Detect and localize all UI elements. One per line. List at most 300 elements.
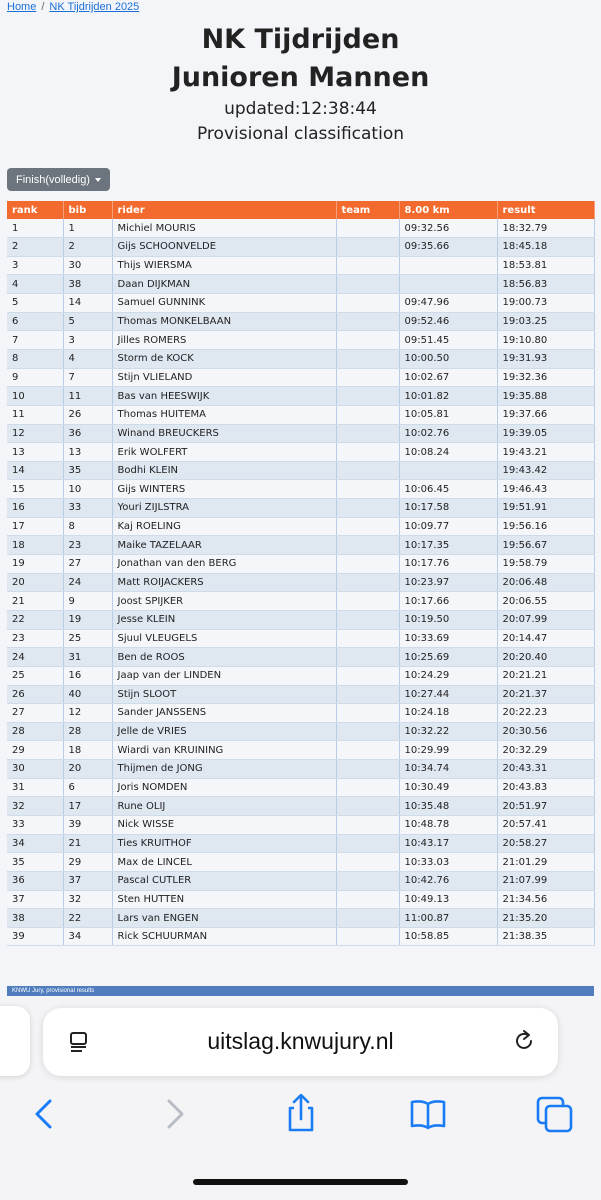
cell-rider: Gijs SCHOONVELDE [112,238,336,257]
cell-split: 10:24.18 [399,704,497,723]
table-row[interactable] [7,219,594,238]
cell-rider: Joris NOMDEN [112,778,336,797]
cell-rider: Jaap van der LINDEN [112,666,336,685]
cell-rider: Erik WOLFERT [112,443,336,462]
cell-result: 20:43.31 [497,760,594,779]
cell-split: 10:27.44 [399,685,497,704]
cell-bib: 5 [63,312,112,331]
cell-split: 09:47.96 [399,294,497,313]
cell-bib: 7 [63,368,112,387]
cell-result: 18:56.83 [497,275,594,294]
cell-rider: Rune OLIJ [112,797,336,816]
cell-rank: 30 [7,760,63,779]
cell-bib: 21 [63,834,112,853]
cell-team [336,685,399,704]
cell-result: 21:35.20 [497,909,594,928]
cell-result: 21:34.56 [497,890,594,909]
cell-rider: Jesse KLEIN [112,610,336,629]
breadcrumb-separator: / [41,1,45,13]
cell-rank: 27 [7,704,63,723]
table-row[interactable] [7,722,594,741]
cell-bib: 24 [63,573,112,592]
cell-split: 10:48.78 [399,816,497,835]
cell-rank: 9 [7,368,63,387]
cell-split [399,275,497,294]
cell-bib: 22 [63,909,112,928]
cell-rider: Sander JANSSENS [112,704,336,723]
cell-team [336,555,399,574]
cell-team [336,517,399,536]
cell-rank: 22 [7,610,63,629]
cell-rider: Matt ROIJACKERS [112,573,336,592]
cell-split: 10:02.67 [399,368,497,387]
cell-bib: 3 [63,331,112,350]
cell-bib: 18 [63,741,112,760]
cell-rider: Kaj ROELING [112,517,336,536]
cell-rider: Ben de ROOS [112,648,336,667]
cell-bib: 25 [63,629,112,648]
cell-rank: 25 [7,666,63,685]
cell-rider: Nick WISSE [112,816,336,835]
cell-split: 09:32.56 [399,219,497,238]
cell-rider: Max de LINCEL [112,853,336,872]
classification-status: Provisional classification [196,124,404,144]
cell-rank: 24 [7,648,63,667]
column-header-result[interactable]: result [497,201,594,219]
cell-rank: 34 [7,834,63,853]
cell-bib: 11 [63,387,112,406]
cell-split: 09:35.66 [399,238,497,257]
cell-team [336,238,399,257]
table-row[interactable] [7,368,594,387]
table-row[interactable] [7,275,594,294]
cell-split: 10:17.66 [399,592,497,611]
table-row[interactable] [7,704,594,723]
cell-rider: Joost SPIJKER [112,592,336,611]
cell-split: 10:29.99 [399,741,497,760]
cell-bib: 17 [63,797,112,816]
finish-select-button[interactable] [7,168,110,191]
cell-rank: 36 [7,871,63,890]
cell-team [336,405,399,424]
cell-rank: 28 [7,722,63,741]
cell-bib: 38 [63,275,112,294]
cell-rank: 29 [7,741,63,760]
table-row[interactable] [7,461,594,480]
table-row[interactable] [7,760,594,779]
cell-bib: 39 [63,816,112,835]
cell-split: 11:00.87 [399,909,497,928]
cell-result: 20:30.56 [497,722,594,741]
cell-split: 10:08.24 [399,443,497,462]
cell-rider: Jelle de VRIES [112,722,336,741]
cell-team [336,853,399,872]
cell-split: 10:06.45 [399,480,497,499]
cell-rank: 23 [7,629,63,648]
cell-rank: 17 [7,517,63,536]
table-footer-note: KNWU Jury, provisional results [7,986,594,996]
column-header-team[interactable]: team [336,201,399,219]
cell-rider: Pascal CUTLER [112,871,336,890]
cell-team [336,387,399,406]
cell-team [336,275,399,294]
breadcrumb-home-link[interactable]: Home [7,1,37,13]
cell-result: 19:37.66 [497,405,594,424]
column-header-bib[interactable]: bib [63,201,112,219]
cell-team [336,219,399,238]
cell-team [336,349,399,368]
table-row[interactable] [7,256,594,275]
table-row[interactable] [7,834,594,853]
cell-result: 18:53.81 [497,256,594,275]
home-indicator[interactable] [193,1179,408,1185]
cell-team [336,536,399,555]
cell-rider: Michiel MOURIS [112,219,336,238]
cell-bib: 36 [63,424,112,443]
cell-split: 10:32.22 [399,722,497,741]
cell-split: 10:09.77 [399,517,497,536]
cell-bib: 2 [63,238,112,257]
cell-rank: 15 [7,480,63,499]
address-bar[interactable] [43,1008,558,1076]
back-icon[interactable] [24,1094,64,1134]
cell-rank: 20 [7,573,63,592]
table-row[interactable] [7,294,594,313]
cell-result: 19:32.36 [497,368,594,387]
cell-result: 19:58.79 [497,555,594,574]
cell-rider: Sjuul VLEUGELS [112,629,336,648]
cell-rider: Ties KRUITHOF [112,834,336,853]
reload-icon[interactable] [511,1028,537,1054]
table-row[interactable] [7,424,594,443]
cell-split: 10:49.13 [399,890,497,909]
cell-result: 20:22.23 [497,704,594,723]
table-row[interactable] [7,499,594,518]
page-title-category: Junioren Mannen [171,62,430,93]
cell-bib: 19 [63,610,112,629]
table-row[interactable] [7,610,594,629]
table-row[interactable] [7,555,594,574]
cell-team [336,909,399,928]
cell-rider: Jonathan van den BERG [112,555,336,574]
cell-rider: Stijn SLOOT [112,685,336,704]
cell-split: 10:17.58 [399,499,497,518]
table-row[interactable] [7,685,594,704]
cell-rider: Winand BREUCKERS [112,424,336,443]
cell-split: 10:43.17 [399,834,497,853]
cell-split: 10:25.69 [399,648,497,667]
cell-split: 10:34.74 [399,760,497,779]
cell-rank: 13 [7,443,63,462]
cell-split: 10:02.76 [399,424,497,443]
cell-rider: Gijs WINTERS [112,480,336,499]
cell-team [336,741,399,760]
cell-split: 10:17.76 [399,555,497,574]
cell-team [336,648,399,667]
cell-rank: 12 [7,424,63,443]
table-row[interactable] [7,871,594,890]
cell-rider: Daan DIJKMAN [112,275,336,294]
table-row[interactable] [7,517,594,536]
share-icon[interactable] [281,1094,321,1134]
cell-rank: 33 [7,816,63,835]
column-header-rider[interactable]: rider [112,201,336,219]
cell-result: 21:01.29 [497,853,594,872]
cell-team [336,890,399,909]
cell-result: 19:43.42 [497,461,594,480]
cell-bib: 1 [63,219,112,238]
cell-result: 18:45.18 [497,238,594,257]
cell-team [336,312,399,331]
cell-team [336,331,399,350]
bookmarks-icon[interactable] [408,1094,448,1134]
page-title-event: NK Tijdrijden [201,24,400,55]
cell-result: 19:56.67 [497,536,594,555]
cell-rank: 32 [7,797,63,816]
cell-rider: Samuel GUNNINK [112,294,336,313]
cell-result: 20:20.40 [497,648,594,667]
cell-result: 19:39.05 [497,424,594,443]
cell-split: 09:51.45 [399,331,497,350]
cell-team [336,871,399,890]
cell-rider: Bas van HEESWIJK [112,387,336,406]
cell-result: 19:10.80 [497,331,594,350]
cell-rank: 4 [7,275,63,294]
cell-result: 19:00.73 [497,294,594,313]
cell-team [336,704,399,723]
cell-bib: 13 [63,443,112,462]
cell-rider: Wiardi van KRUINING [112,741,336,760]
table-row[interactable] [7,387,594,406]
cell-bib: 6 [63,778,112,797]
cell-result: 20:58.27 [497,834,594,853]
cell-bib: 10 [63,480,112,499]
cell-result: 20:51.97 [497,797,594,816]
cell-split [399,461,497,480]
cell-rank: 5 [7,294,63,313]
cell-result: 20:32.29 [497,741,594,760]
cell-rank: 35 [7,853,63,872]
cell-team [336,368,399,387]
cell-rider: Jilles ROMERS [112,331,336,350]
updated-time: updated:12:38:44 [224,99,377,119]
table-row[interactable] [7,666,594,685]
cell-split: 10:00.50 [399,349,497,368]
results-table [7,201,595,946]
table-row[interactable] [7,648,594,667]
cell-split: 10:05.81 [399,405,497,424]
cell-bib: 12 [63,704,112,723]
table-row[interactable] [7,331,594,350]
table-row[interactable] [7,890,594,909]
cell-split: 10:58.85 [399,927,497,946]
cell-bib: 29 [63,853,112,872]
cell-rank: 1 [7,219,63,238]
cell-rank: 19 [7,555,63,574]
cell-team [336,927,399,946]
cell-rank: 26 [7,685,63,704]
table-row[interactable] [7,816,594,835]
column-header-split[interactable]: 8.00 km [399,201,497,219]
cell-result: 20:21.21 [497,666,594,685]
cell-rank: 16 [7,499,63,518]
cell-result: 20:14.47 [497,629,594,648]
cell-bib: 28 [63,722,112,741]
cell-rider: Maike TAZELAAR [112,536,336,555]
cell-team [336,834,399,853]
results-table-body [7,219,594,946]
forward-icon[interactable] [155,1094,195,1134]
cell-bib: 14 [63,294,112,313]
cell-result: 21:38.35 [497,927,594,946]
table-row[interactable] [7,797,594,816]
cell-split: 10:33.69 [399,629,497,648]
table-row[interactable] [7,443,594,462]
cell-result: 19:03.25 [497,312,594,331]
cell-rank: 37 [7,890,63,909]
cell-team [336,722,399,741]
cell-split: 10:23.97 [399,573,497,592]
cell-rider: Thomas HUITEMA [112,405,336,424]
cell-result: 19:35.88 [497,387,594,406]
cell-rider: Storm de KOCK [112,349,336,368]
cell-bib: 23 [63,536,112,555]
cell-rider: Lars van ENGEN [112,909,336,928]
cell-rank: 6 [7,312,63,331]
finish-select-label: Finish(volledig) [16,173,90,186]
cell-rider: Bodhi KLEIN [112,461,336,480]
caret-down-icon [95,178,101,182]
table-row[interactable] [7,741,594,760]
cell-result: 19:51.91 [497,499,594,518]
table-row[interactable] [7,405,594,424]
cell-rank: 11 [7,405,63,424]
cell-team [336,592,399,611]
cell-result: 20:21.37 [497,685,594,704]
table-row[interactable] [7,480,594,499]
table-row[interactable] [7,927,594,946]
cell-split: 10:17.35 [399,536,497,555]
table-row[interactable] [7,778,594,797]
breadcrumb [7,1,139,13]
table-row[interactable] [7,909,594,928]
cell-result: 20:06.48 [497,573,594,592]
cell-rank: 21 [7,592,63,611]
column-header-rank[interactable]: rank [7,201,63,219]
cell-bib: 34 [63,927,112,946]
cell-team [336,797,399,816]
table-row[interactable] [7,536,594,555]
cell-rider: Sten HUTTEN [112,890,336,909]
cell-team [336,424,399,443]
cell-team [336,610,399,629]
cell-result: 20:57.41 [497,816,594,835]
cell-bib: 31 [63,648,112,667]
cell-split: 10:30.49 [399,778,497,797]
cell-rank: 18 [7,536,63,555]
cell-split: 10:24.29 [399,666,497,685]
cell-rank: 10 [7,387,63,406]
url-text[interactable]: uitslag.knwujury.nl [207,1028,394,1054]
cell-bib: 30 [63,256,112,275]
cell-team [336,443,399,462]
cell-bib: 26 [63,405,112,424]
cell-rank: 2 [7,238,63,257]
previous-tab-preview[interactable] [0,1006,30,1076]
cell-split: 10:33.03 [399,853,497,872]
cell-split: 10:35.48 [399,797,497,816]
cell-result: 21:07.99 [497,871,594,890]
cell-result: 20:06.55 [497,592,594,611]
cell-split: 10:42.76 [399,871,497,890]
cell-rider: Stijn VLIELAND [112,368,336,387]
cell-bib: 9 [63,592,112,611]
breadcrumb-event-link[interactable]: NK Tijdrijden 2025 [49,1,140,13]
cell-rank: 39 [7,927,63,946]
cell-team [336,294,399,313]
cell-team [336,480,399,499]
table-row[interactable] [7,238,594,257]
cell-team [336,573,399,592]
cell-result: 19:46.43 [497,480,594,499]
cell-bib: 33 [63,499,112,518]
cell-result: 19:31.93 [497,349,594,368]
cell-split: 10:19.50 [399,610,497,629]
cell-rank: 3 [7,256,63,275]
cell-rank: 7 [7,331,63,350]
table-row[interactable] [7,629,594,648]
table-header-row [7,201,594,219]
cell-rank: 31 [7,778,63,797]
cell-result: 20:43.83 [497,778,594,797]
table-row[interactable] [7,592,594,611]
cell-result: 20:07.99 [497,610,594,629]
cell-rider: Rick SCHUURMAN [112,927,336,946]
cell-rank: 8 [7,349,63,368]
cell-team [336,629,399,648]
cell-team [336,816,399,835]
cell-rider: Thijs WIERSMA [112,256,336,275]
cell-rider: Youri ZIJLSTRA [112,499,336,518]
cell-result: 19:56.16 [497,517,594,536]
cell-split: 10:01.82 [399,387,497,406]
cell-bib: 8 [63,517,112,536]
cell-bib: 20 [63,760,112,779]
cell-result: 18:32.79 [497,219,594,238]
cell-bib: 37 [63,871,112,890]
table-row[interactable] [7,312,594,331]
tabs-icon[interactable] [535,1094,575,1134]
cell-bib: 35 [63,461,112,480]
cell-team [336,760,399,779]
cell-rank: 38 [7,909,63,928]
cell-split: 09:52.46 [399,312,497,331]
cell-rider: Thijmen de JONG [112,760,336,779]
cell-split [399,256,497,275]
cell-rank: 14 [7,461,63,480]
table-row[interactable] [7,853,594,872]
cell-team [336,778,399,797]
cell-bib: 27 [63,555,112,574]
cell-bib: 32 [63,890,112,909]
cell-team [336,461,399,480]
cell-team [336,666,399,685]
table-row[interactable] [7,349,594,368]
table-row[interactable] [7,573,594,592]
cell-result: 19:43.21 [497,443,594,462]
cell-bib: 4 [63,349,112,368]
cell-bib: 16 [63,666,112,685]
